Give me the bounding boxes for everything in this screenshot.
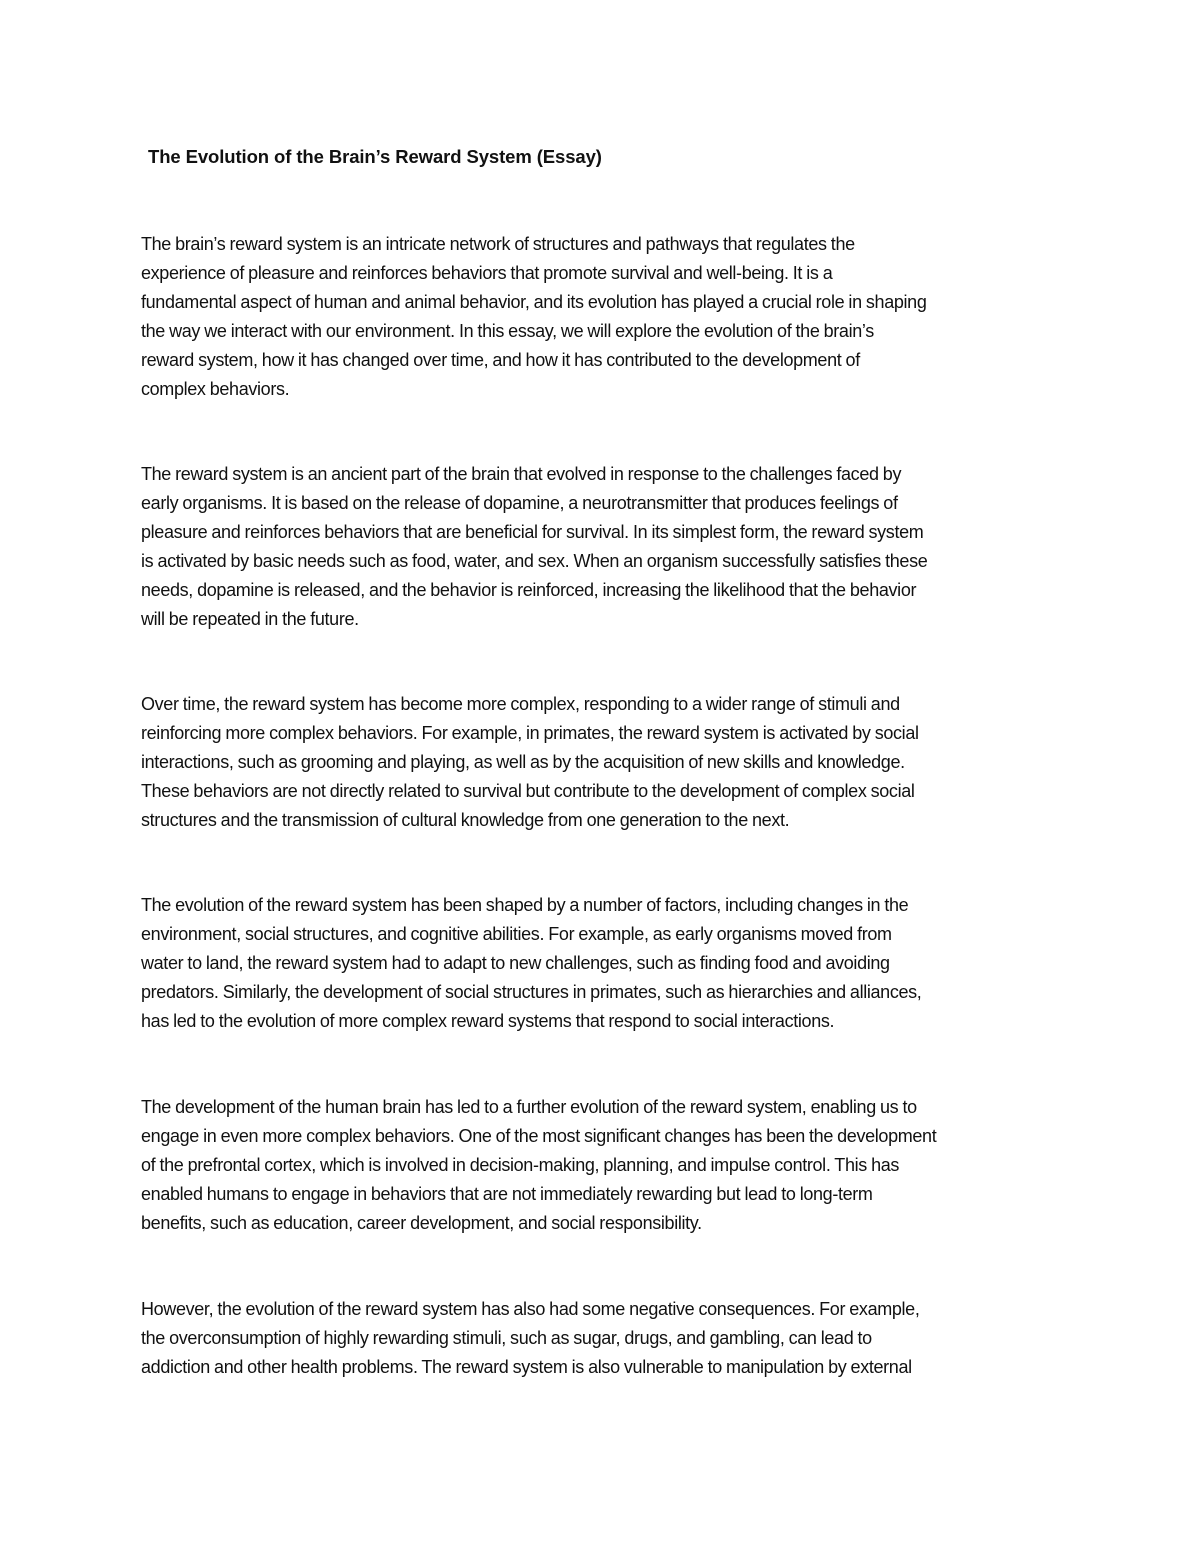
text-line: The evolution of the reward system has been shaped by a number of factors, including changes in the: [141, 895, 909, 915]
text-line: engage in even more complex behaviors. One of the most significant changes has been the development: [141, 1126, 937, 1146]
text-line: structures and the transmission of cultural knowledge from one generation to the next.: [141, 810, 790, 830]
text-line: The reward system is an ancient part of the brain that evolved in response to the challenges faced by: [141, 464, 902, 484]
paragraph-5: [141, 1093, 1086, 1238]
text-line: needs, dopamine is released, and the behavior is reinforced, increasing the likelihood that the behavior: [141, 580, 917, 600]
essay-title: The Evolution of the Brain’s Reward System (Essay): [148, 146, 602, 167]
text-line: Over time, the reward system has become more complex, responding to a wider range of stimuli and: [141, 694, 900, 714]
paragraph-3: [141, 690, 1086, 835]
paragraph-6: [141, 1295, 1086, 1382]
text-line: will be repeated in the future.: [141, 609, 359, 629]
text-line: early organisms. It is based on the release of dopamine, a neurotransmitter that produces feelings of: [141, 493, 898, 513]
text-line: reward system, how it has changed over time, and how it has contributed to the development of: [141, 350, 860, 370]
text-line: benefits, such as education, career development, and social responsibility.: [141, 1213, 702, 1233]
text-line: environment, social structures, and cognitive abilities. For example, as early organisms moved from: [141, 924, 892, 944]
text-line: pleasure and reinforces behaviors that are beneficial for survival. In its simplest form, the reward system: [141, 522, 924, 542]
text-line: complex behaviors.: [141, 379, 290, 399]
paragraph-2: [141, 460, 1086, 634]
text-line: enabled humans to engage in behaviors that are not immediately rewarding but lead to long-term: [141, 1184, 873, 1204]
text-line: of the prefrontal cortex, which is involved in decision-making, planning, and impulse control. This has: [141, 1155, 900, 1175]
text-line: However, the evolution of the reward system has also had some negative consequences. For example,: [141, 1299, 920, 1319]
text-line: the way we interact with our environment. In this essay, we will explore the evolution of the brain’s: [141, 321, 874, 341]
text-line: The brain’s reward system is an intricate network of structures and pathways that regulates the: [141, 234, 855, 254]
text-line: fundamental aspect of human and animal behavior, and its evolution has played a crucial role in shaping: [141, 292, 927, 312]
text-line: has led to the evolution of more complex reward systems that respond to social interactions.: [141, 1011, 835, 1031]
text-line: water to land, the reward system had to adapt to new challenges, such as finding food and avoiding: [141, 953, 890, 973]
text-line: the overconsumption of highly rewarding stimuli, such as sugar, drugs, and gambling, can lead to: [141, 1328, 872, 1348]
text-line: The development of the human brain has led to a further evolution of the reward system, enabling us to: [141, 1097, 917, 1117]
text-line: predators. Similarly, the development of social structures in primates, such as hierarchies and alliances,: [141, 982, 922, 1002]
text-line: experience of pleasure and reinforces behaviors that promote survival and well-being. It is a: [141, 263, 833, 283]
text-line: These behaviors are not directly related to survival but contribute to the development of complex social: [141, 781, 915, 801]
text-line: interactions, such as grooming and playing, as well as by the acquisition of new skills and knowledge.: [141, 752, 905, 772]
paragraph-1: [141, 230, 1086, 404]
text-line: reinforcing more complex behaviors. For example, in primates, the reward system is activated by social: [141, 723, 919, 743]
text-line: is activated by basic needs such as food, water, and sex. When an organism successfully satisfies these: [141, 551, 928, 571]
paragraph-4: [141, 891, 1086, 1036]
text-line: addiction and other health problems. The reward system is also vulnerable to manipulation by external: [141, 1357, 912, 1377]
